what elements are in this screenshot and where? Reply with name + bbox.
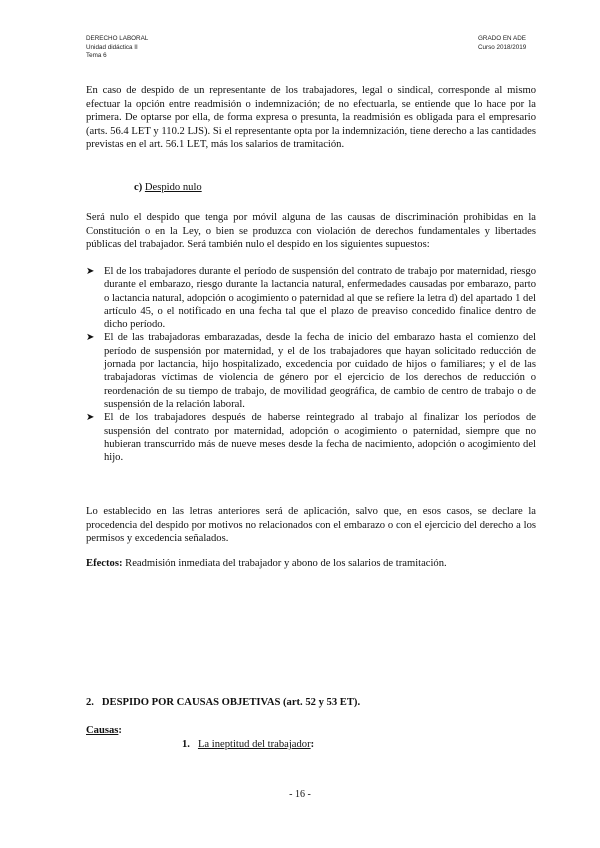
header-right: [478, 35, 526, 52]
nulo-cases-list: [86, 265, 536, 464]
cause-item-1: [182, 739, 314, 750]
header-topic: Tema 6: [86, 52, 107, 60]
efectos-text: Readmisión inmediata del trabajador y abono de los salarios de tramitación.: [122, 558, 447, 569]
cause-text: La ineptitud del trabajador: [197, 739, 311, 750]
arrow-bullet-icon: ➤: [86, 332, 95, 344]
cause-colon: :: [310, 739, 315, 750]
arrow-bullet-icon: ➤: [86, 266, 95, 277]
paragraph-representante: En caso de despido de un representante de los trabajadores, legal o sindical, corresponde al mismo efectuar la opción entre readmisión o indemnización; de no efectuarla, se entiende que lo hace por la primera. De optarse por ella, de forma expresa o presunta, la readmisión es obligada para el empresario (arts. 56.4 LET y 110.2 LJS). Si el representante opta por la indemnización, tiene derecho a las cantidades previstas en el art. 56.1 LET, más los salarios de tramitación.: [86, 85, 536, 150]
list-item: [86, 265, 536, 331]
list-item-text: El de los trabajadores después de haberse reintegrado al trabajo al finalizar los períodos de suspensión del contrato por maternidad, adopción o acogimiento o paternidad, siempre que no hubieran transcurrido más de nueve meses desde la fecha de nacimiento, adopción o acogimiento del hijo.: [104, 412, 536, 464]
list-item: [86, 331, 536, 411]
efectos-label: Efectos:: [86, 558, 123, 569]
list-item: [86, 411, 536, 464]
list-item-text: El de los trabajadores durante el período de suspensión del contrato de trabajo por maternidad, riesgo durante el embarazo, riesgo durante la lactancia natural, enfermedades causadas por embarazo, parto o lactancia natural, adopción o acogimiento o paternidad al que se refiere la letra d) del apartado 1 del artículo 45, o el notificado en una fecha tal que el plazo de preaviso concedido finalice dentro de dicho período.: [104, 266, 536, 331]
header-course: DERECHO LABORAL: [86, 35, 149, 42]
subheading-despido-nulo: [134, 182, 202, 193]
cause-number: 1.: [182, 739, 190, 750]
list-item-text: El de las trabajadoras embarazadas, desde la fecha de inicio del embarazo hasta el comienzo del período de suspensión por maternidad, y el de los trabajadores que hayan solicitado reducción de jornada por lactancia, hijo hospitalizado, excedencia por cuidado de hijos o familiares; y el de las trabajadoras víctimas de violencia de género por el ejercicio de los derechos de reducción o reordenación de su tiempo de trabajo, de movilidad geográfica, de cambio de centro de trabajo o de suspensión de la relación laboral.: [104, 332, 536, 410]
page-number: - 16 -: [289, 789, 311, 800]
header-unit: Unidad didáctica II: [86, 43, 138, 51]
paragraph-aplicacion: Lo establecido en las letras anteriores será de aplicación, salvo que, en esos casos, se declare la procedencia del despido por motivos no relacionados con el embarazo o con el ejercicio del derecho a los permisos y excedencia señalados.: [86, 506, 536, 544]
header-left: [86, 35, 148, 61]
paragraph-nulo-intro: Será nulo el despido que tenga por móvil alguna de las causas de discriminación prohibidas en la Constitución o en la Ley, o bien se produzca con violación de derechos fundamentales y libertades públicas del trabajador. Será también nulo el despido en los siguientes supuestos:: [86, 212, 536, 250]
arrow-bullet-icon: ➤: [86, 412, 95, 424]
paragraph-efectos: [86, 557, 536, 571]
subheading-letter: c): [134, 182, 143, 193]
header-year: Curso 2018/2019: [478, 43, 527, 51]
section-title: 2. DESPIDO POR CAUSAS OBJETIVAS (art. 52 y 53 ET).: [86, 697, 361, 708]
header-degree: GRADO EN ADE: [478, 35, 526, 42]
causas-label: Causas: [86, 725, 119, 736]
causas-heading: [86, 725, 122, 736]
subheading-text: Despido nulo: [144, 182, 202, 193]
causas-colon: :: [118, 725, 122, 736]
